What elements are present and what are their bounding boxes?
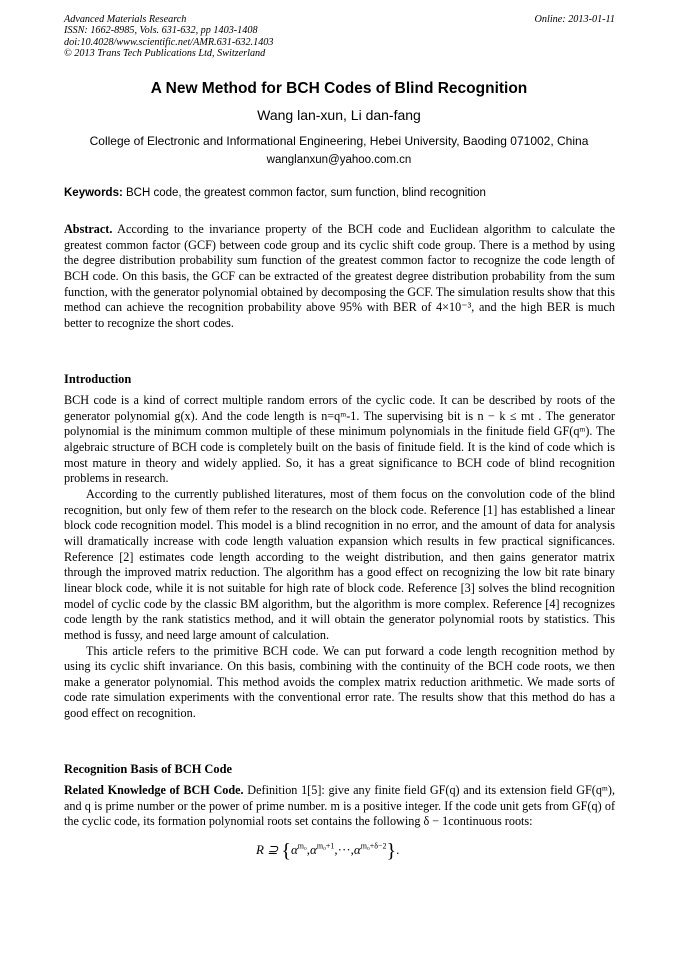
formula-alpha-3: α	[353, 842, 361, 857]
formula-sep-2: ,···,	[334, 842, 354, 857]
keywords-label: Keywords:	[64, 187, 123, 199]
abstract-text: According to the invariance property of the BCH code and Euclidean algorithm to calculate the greatest common factor (GCF) between code group and its cyclic shift code group. There is a method by using the degree distribution probability sum function of the greatest common factor to recognize the code length of BCH code. On this basis, the GCF can be extracted of the greatest degree distribution probability from the sum function, with the generator polynomial obtained by decomposing the GCF. The simulation results show that this method can achieve the recognition probability above 95% with BER of 4×10⁻³, and the high BER is much better to recognize the short codes.	[64, 222, 615, 330]
journal-name: Advanced Materials Research	[64, 14, 187, 25]
formula-close-brace: }	[386, 840, 397, 862]
formula-end: .	[396, 842, 400, 857]
paper-authors: Wang lan-xun, Li dan-fang	[257, 107, 421, 123]
online-date: Online: 2013-01-11	[534, 14, 615, 25]
roots-formula	[256, 840, 399, 863]
author-email: wanglanxun@yahoo.com.cn	[266, 154, 412, 166]
formula-open-brace: {	[281, 840, 291, 862]
formula-sep-1: ,	[306, 842, 311, 857]
formula-lhs: R ⊇	[256, 842, 279, 857]
formula-alpha-2: α	[310, 842, 317, 857]
abstract-section	[64, 222, 615, 332]
doi-line: doi:10.4028/www.scientific.net/AMR.631-632.1403	[64, 36, 274, 48]
keywords-text: BCH code, the greatest common factor, sum function, blind recognition	[126, 187, 486, 199]
copyright-line: © 2013 Trans Tech Publications Ltd, Switzerland	[64, 48, 266, 60]
intro-paragraph-1: BCH code is a kind of correct multiple random errors of the cyclic code. It can be described by roots of the generator polynomial g(x). And the code length is n=qᵐ-1. The supervising bit is n − k ≤ mt . The generator polynomial is the minimum common multiple of these minimum polynomials in the finitude field GF(qᵐ). The algebraic structure of BCH code is completely built on the basis of finitude field. It is the kind of code which is most mature in theory and widely applied. So, it has a great significance to BCH code of blind recognition problems in research.	[64, 393, 615, 486]
recognition-section	[64, 783, 615, 830]
introduction-heading: Introduction	[64, 372, 132, 386]
keywords-line	[64, 187, 615, 199]
introduction-section	[64, 393, 615, 722]
intro-paragraph-2: According to the currently published literatures, most of them focus on the convolution code of the blind recognition, but only few of them refer to the research on the block code. Reference [1] has established a linear block code recognition model. This model is a blind recognition in no error, and the amount of data for analysis will dramatically increase with code length valuation expansion which results in few practical significances. Reference [2] estimates code length according to the weight distribution, and then gains generator matrix through the improved matrix reduction. The algorithm has a good effect on recognizing the low bit rate binary linear block code, while it is not suitable for high rate of block code. Reference [3] solves the blind recognition model of cyclic code by the classic BM algorithm, but the algorithm is more complex. Reference [4] recognizes code length by the rank statistics method, and it will obtain the generator polynomial roots by statistics. This method is fussy, and need large amount of calculation.	[64, 486, 615, 642]
journal-header	[64, 14, 615, 60]
formula-exp-3: m₀+δ−2	[360, 841, 387, 851]
intro-paragraph-3: This article refers to the primitive BCH code. We can put forward a code length recognition method by using its cyclic shift invariance. On this basis, combining with the continuity of the BCH code roots, we then make a generator polynomial. This method avoids the complex matrix reduction arithmetic. We made sorts of code rate simulation experiments with the conventional error rate. The results show that this method do has a good effect on recognition.	[64, 643, 615, 721]
recognition-heading: Recognition Basis of BCH Code	[64, 762, 232, 776]
paper-title: A New Method for BCH Codes of Blind Recognition	[150, 80, 528, 97]
related-knowledge-label: Related Knowledge of BCH Code.	[64, 783, 244, 797]
definition-text: Definition 1[5]: give any finite field GF(q) and its extension field GF(qᵐ), and q is prime number or the power of prime number. m is a positive integer. If the code unit gets from GF(q) of the cyclic code, its formation polynomial roots set contains the following δ − 1continuous roots:	[64, 783, 615, 829]
formula-exp-1: m₀	[297, 841, 307, 851]
abstract-label: Abstract.	[64, 222, 113, 236]
issn-line: ISSN: 1662-8985, Vols. 631-632, pp 1403-1408	[64, 25, 258, 37]
author-affiliation: College of Electronic and Informational Engineering, Hebei University, Baoding 071002, China	[89, 134, 589, 148]
formula-exp-2: m₀+1	[316, 841, 335, 851]
formula-alpha-1: α	[290, 842, 298, 857]
